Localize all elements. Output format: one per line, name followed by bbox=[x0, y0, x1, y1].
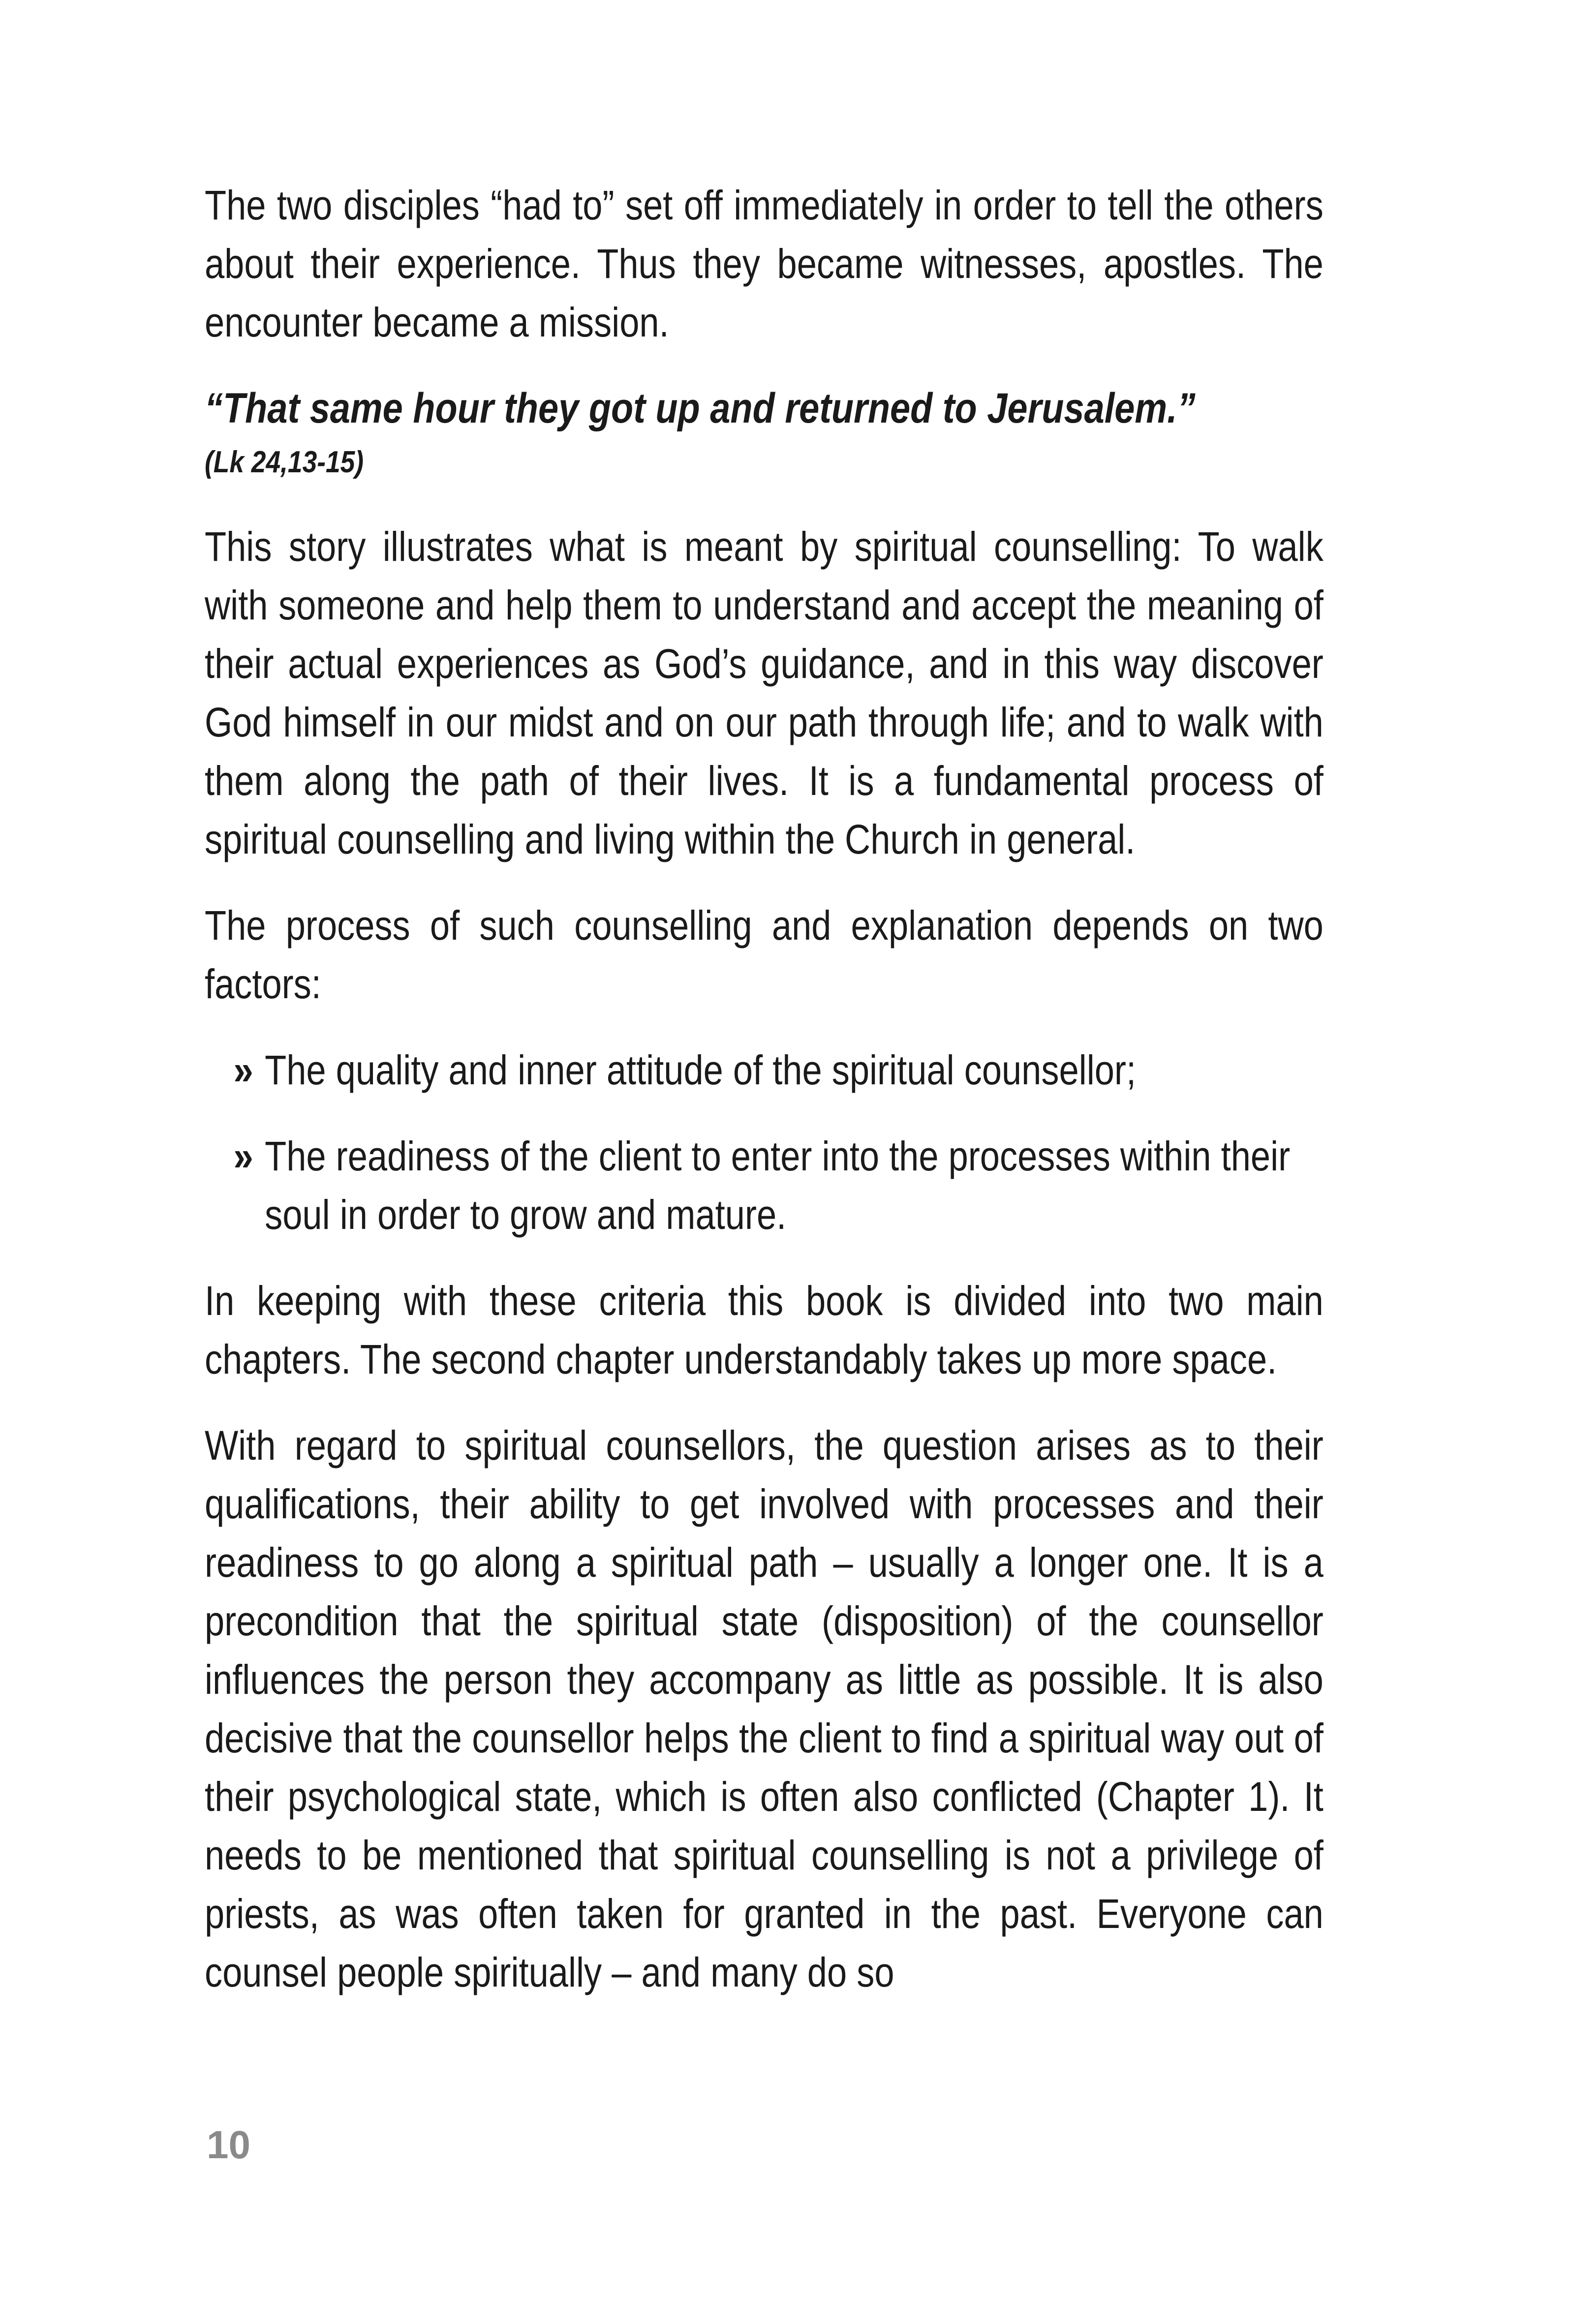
paragraph-story: This story illustrates what is meant by spiritual counselling: To walk with someone and help them to understand and accept the meaning of their actual experiences as God’s guidance, and in this way discover God himself in our midst and on our path through life; and to walk with them along the path of their lives. It is a fundamental process of spiritual counselling and living within the Church in general. bbox=[205, 523, 1323, 862]
body-text bbox=[205, 176, 1323, 2029]
factor-list bbox=[205, 1041, 1323, 1244]
scripture-quote: “That same hour they got up and returned to Jerusalem.” bbox=[205, 385, 1196, 432]
page-number: 10 bbox=[207, 2123, 250, 2167]
list-item bbox=[205, 1127, 1323, 1244]
scripture-reference: (Lk 24,13-15) bbox=[205, 445, 364, 479]
list-item-text: The quality and inner attitude of the spiritual counsellor; bbox=[265, 1047, 1137, 1093]
paragraph-criteria: In keeping with these criteria this book is divided into two main chapters. The second chapter understandably takes up more space. bbox=[205, 1278, 1323, 1382]
paragraph-factors: The process of such counselling and explanation depends on two factors: bbox=[205, 902, 1323, 1007]
bullet-marker: » bbox=[233, 1047, 253, 1093]
list-item bbox=[205, 1041, 1323, 1100]
paragraph-counsellors: With regard to spiritual counsellors, the question arises as to their qualifications, their ability to get involved with processes and their readiness to go along a spiritual path – usually a longer one. It is a precondition that the spiritual state (disposition) of the counsellor influences the person they accompany as little as possible. It is also decisive that the counsellor helps the client to find a spiritual way out of their psychological state, which is often also conflicted (Chapter 1). It needs to be mentioned that spiritual counselling is not a privilege of priests, as was often taken for granted in the past. Everyone can counsel people spiritually – and many do so bbox=[205, 1422, 1323, 1995]
paragraph-disciples: The two disciples “had to” set off immediately in order to tell the others about their experience. Thus they became witnesses, apostles. The encounter became a mission. bbox=[205, 182, 1323, 345]
bullet-marker: » bbox=[233, 1133, 253, 1179]
list-item-text: The readiness of the client to enter into the processes within their soul in order to grow and mature. bbox=[265, 1133, 1291, 1238]
